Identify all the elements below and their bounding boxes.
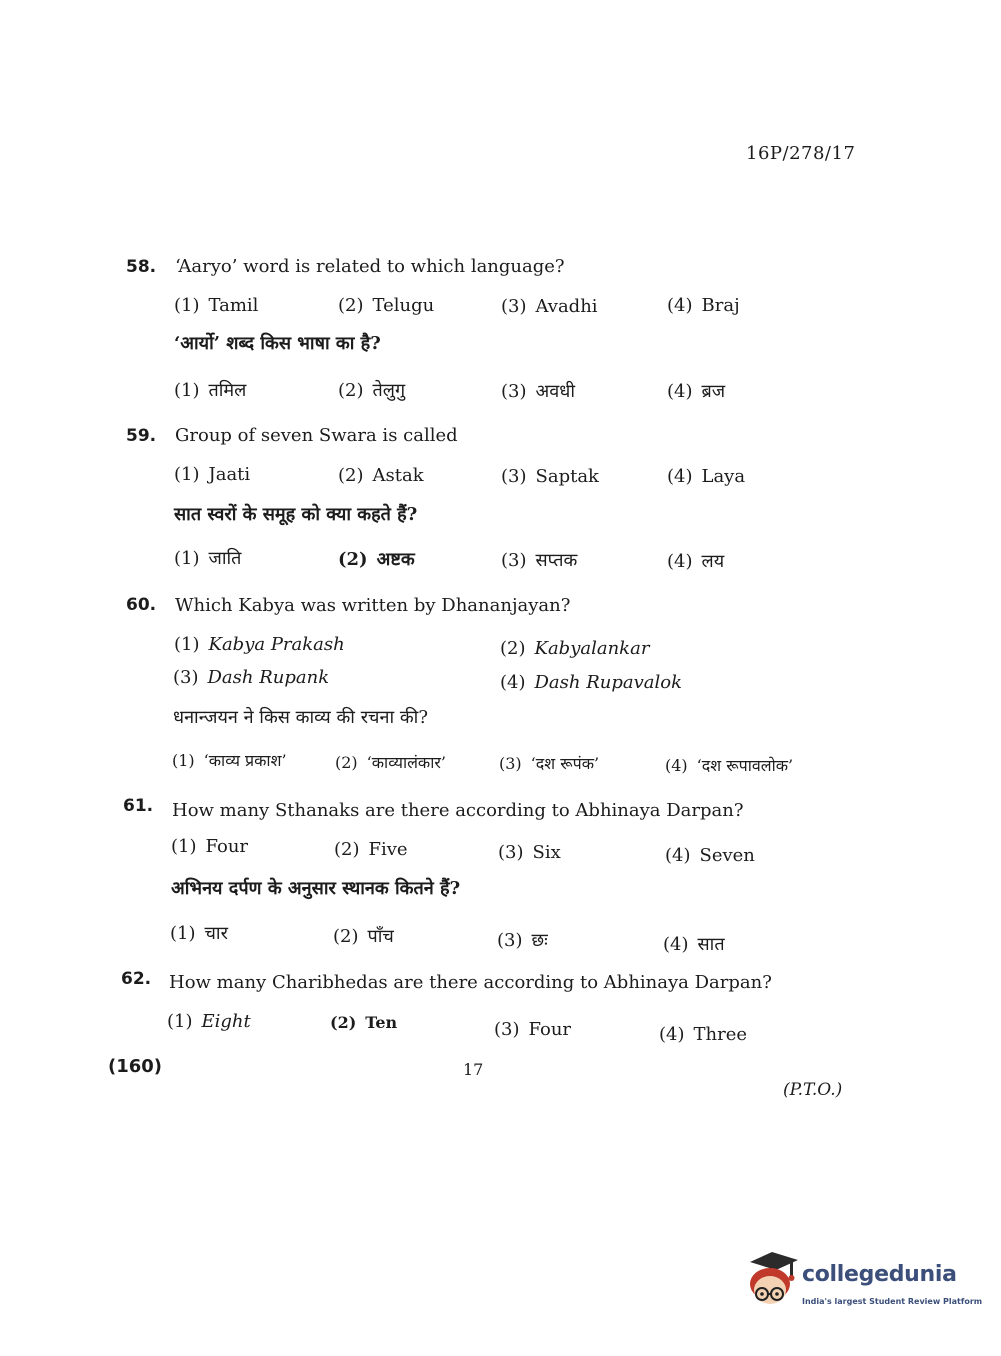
option-hi: (1) ‘काव्य प्रकाश’	[172, 751, 287, 770]
option-en: (3) Six	[498, 842, 561, 863]
option-hi: (2) ‘काव्यालंकार’	[335, 753, 446, 772]
question-text-hi: अभिनय दर्पण के अनुसार स्थानक कितने हैं?	[171, 878, 461, 899]
option-en: (3) Four	[494, 1019, 572, 1040]
option-en: (2) Kabyalankar	[500, 638, 650, 659]
option-en: (1) Four	[171, 836, 249, 857]
booklet-code: (160)	[108, 1056, 163, 1077]
page-number: 17	[463, 1060, 484, 1079]
pto-label: (P.T.O.)	[783, 1080, 843, 1100]
option-hi: (2) अष्टक	[338, 549, 415, 570]
question-text-hi: ‘आर्यो’ शब्द किस भाषा का है?	[174, 333, 381, 354]
option-hi: (3) सप्तक	[501, 550, 578, 571]
question-number: 59.	[126, 426, 157, 446]
option-en: (3) Avadhi	[501, 296, 598, 317]
option-hi: (4) ब्रज	[667, 381, 726, 402]
option-hi: (3) अवधी	[501, 381, 575, 402]
option-en: (1) Jaati	[174, 464, 251, 485]
option-en: (2) Ten	[330, 1013, 398, 1032]
question-number: 62.	[121, 969, 152, 989]
brand-tagline: India's largest Student Review Platform	[802, 1297, 983, 1306]
option-en: (2) Astak	[338, 465, 424, 486]
option-en: (2) Five	[334, 839, 408, 860]
question-text-en: Group of seven Swara is called	[175, 425, 458, 446]
question-text-en: How many Charibhedas are there according to Abhinaya Darpan?	[169, 972, 772, 993]
option-hi: (4) लय	[667, 551, 725, 572]
question-text-en: ‘Aaryo’ word is related to which language?	[175, 256, 565, 277]
option-hi: (3) छः	[497, 930, 548, 951]
question-text-en: How many Sthanaks are there according to Abhinaya Darpan?	[172, 800, 744, 821]
question-text-hi: सात स्वरों के समूह को क्या कहते हैं?	[174, 504, 418, 525]
option-en: (4) Seven	[665, 845, 755, 866]
option-en: (1) Tamil	[174, 295, 259, 316]
question-text-en: Which Kabya was written by Dhananjayan?	[175, 595, 571, 616]
option-en: (4) Dash Rupavalok	[500, 672, 683, 693]
exam-code: 16P/278/17	[746, 143, 856, 164]
collegedunia-watermark	[742, 1250, 983, 1320]
question-text-hi: धनान्जयन ने किस काव्य की रचना की?	[173, 707, 428, 728]
option-en: (1) Kabya Prakash	[174, 634, 345, 655]
option-hi: (2) पाँच	[333, 926, 394, 947]
question-number: 61.	[123, 796, 154, 816]
option-en: (4) Laya	[667, 466, 746, 487]
option-en: (4) Three	[659, 1024, 748, 1045]
brand-name: collegedunia	[802, 1262, 957, 1287]
option-hi: (4) ‘दश रूपावलोक’	[665, 756, 794, 775]
option-hi: (1) तमिल	[174, 380, 247, 401]
option-en: (3) Dash Rupank	[173, 667, 330, 688]
option-hi: (4) सात	[663, 934, 725, 955]
option-en: (4) Braj	[667, 295, 740, 316]
option-hi: (2) तेलुगु	[338, 380, 406, 401]
option-hi: (1) जाति	[174, 548, 242, 569]
mascot-icon	[742, 1250, 802, 1314]
option-hi: (1) चार	[170, 923, 228, 944]
option-en: (3) Saptak	[501, 466, 599, 487]
question-number: 60.	[126, 595, 157, 615]
option-hi: (3) ‘दश रूपंक’	[499, 754, 600, 773]
question-number: 58.	[126, 257, 157, 277]
option-en: (2) Telugu	[338, 295, 435, 316]
option-en: (1) Eight	[167, 1011, 251, 1032]
